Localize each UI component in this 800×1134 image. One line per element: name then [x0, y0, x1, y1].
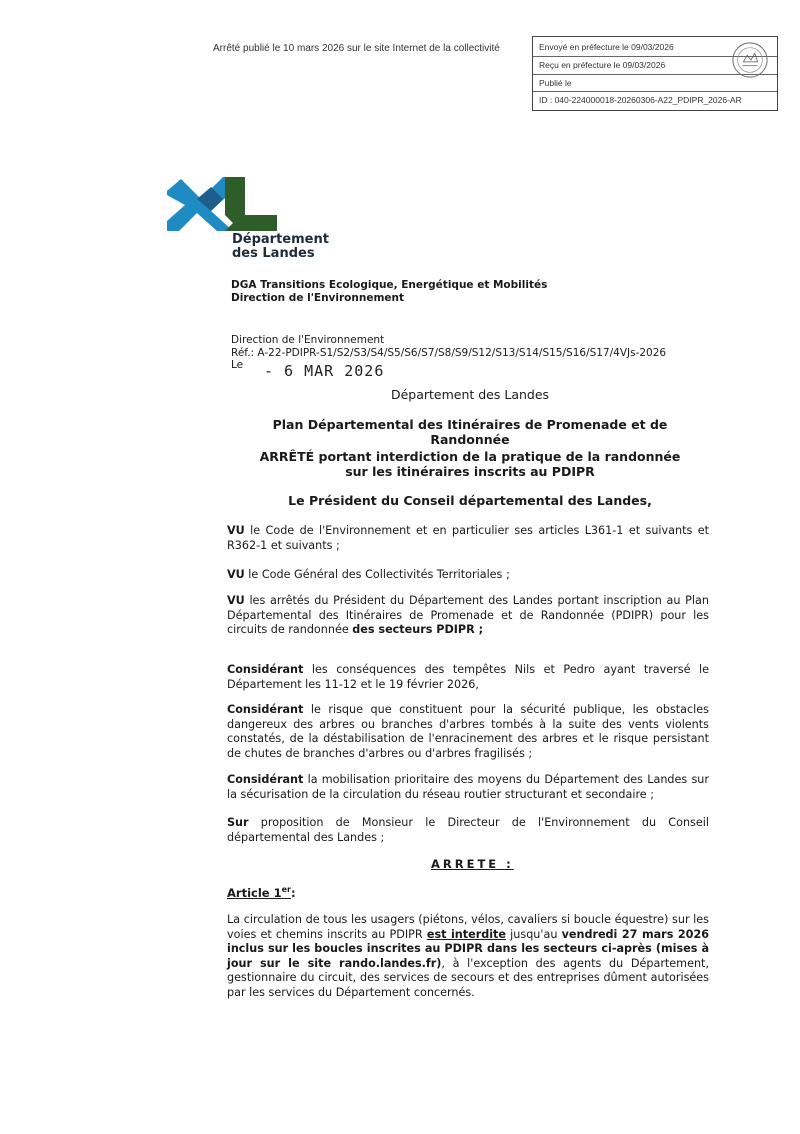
- arrete-title-line-1: ARRÊTÉ portant interdiction de la pratique de la randonnée: [259, 449, 681, 464]
- logo-wordmark: [232, 233, 329, 261]
- reference-le: Le: [231, 359, 244, 371]
- logo-line-1: Département: [232, 232, 329, 247]
- president-title: Le Président du Conseil départemental des Landes,: [288, 493, 652, 508]
- proposition-text: proposition de Monsieur le Directeur de l'Environnement du Conseil départemental des Landes ;: [227, 816, 709, 844]
- article-1-label: Article 1: [227, 885, 282, 900]
- reference-number: Réf.: A-22-PDIPR-S1/S2/S3/S4/S5/S6/S7/S8/S9/S12/S13/S14/S15/S16/S17/4VJs-2026: [231, 346, 667, 359]
- article-1-deadline: vendredi 27 mars 2026 inclus sur les boucles inscrites au PDIPR dans les secteurs ci-après (mises à jour sur le site rando.landes.fr): [227, 927, 710, 970]
- vu-text: le Code de l'Environnement et en particulier ses articles L361-1 et suivants et R362-1 et suivants ;: [227, 524, 709, 552]
- dga-name: DGA Transitions Ecologique, Energétique et Mobilités: [231, 279, 548, 291]
- stamp-received: Reçu en préfecture le 09/03/2026: [539, 60, 666, 70]
- vu-paragraph: [227, 568, 709, 583]
- department-title: Département des Landes: [390, 387, 550, 402]
- article-1-text: [227, 913, 709, 1000]
- vu-lead: VU: [227, 524, 245, 537]
- vu-text: le Code Général des Collectivités Territoriales ;: [244, 568, 510, 581]
- proposition-lead: Sur: [227, 816, 249, 829]
- vu-text: les arrêtés du Président du Département des Landes portant inscription au Plan Départemental des Itinéraires de Promenade et de Randonnée (PDIPR) pour les circuits de randonnée: [227, 594, 709, 636]
- considerant-paragraph: [227, 773, 709, 802]
- departement-landes-logo: [167, 173, 287, 233]
- vu-paragraph: [227, 594, 709, 638]
- considerant-lead: Considérant: [227, 773, 304, 786]
- prefecture-seal-icon: [731, 41, 769, 79]
- vu-lead: VU: [227, 594, 245, 607]
- vu-lead: VU: [227, 568, 245, 581]
- vu-paragraph: [227, 524, 709, 553]
- stamp-sent: Envoyé en préfecture le 09/03/2026: [539, 42, 674, 52]
- direction-name: Direction de l'Environnement: [231, 292, 405, 304]
- considerant-text: les conséquences des tempêtes Nils et Pedro ayant traversé le Département les 11-12 et le 19 février 2026,: [227, 663, 709, 691]
- considerant-text: la mobilisation prioritaire des moyens du Département des Landes sur la sécurisation de la circulation du réseau routier structurant et secondaire ;: [227, 773, 709, 801]
- considerant-paragraph: [227, 663, 709, 692]
- article-1-heading: [227, 885, 296, 900]
- arrete-title: [231, 449, 709, 479]
- vu-bold-end: des secteurs PDIPR ;: [352, 623, 484, 636]
- stamp-id: ID : 040-224000018-20260306-A22_PDIPR_2026-AR: [539, 95, 742, 105]
- plan-title: Plan Départemental des Itinéraires de Promenade et de Randonnée: [272, 417, 668, 447]
- prefecture-stamp: [532, 36, 778, 111]
- reference-direction: Direction de l'Environnement: [231, 334, 385, 346]
- proposition-paragraph: [227, 816, 709, 845]
- arrete-title-line-2: sur les itinéraires inscrits au PDIPR: [345, 464, 595, 479]
- considerant-lead: Considérant: [227, 703, 304, 716]
- handwritten-date: - 6 MAR 2026: [264, 362, 385, 380]
- arrete-heading: ARRETE :: [431, 857, 514, 871]
- article-1-part: , à l'exception des agents du Département, gestionnaire du circuit, des services de secours et des entreprises dûment autorisées par les services du Département concernés.: [227, 956, 709, 999]
- article-1-part: La circulation de tous les usagers (piétons, vélos, cavaliers si boucle équestre) sur les voies et chemins inscrits au PDIPR: [227, 913, 709, 941]
- dga-header: [231, 279, 547, 305]
- article-1-sup: er: [281, 885, 291, 894]
- article-1-interdite: est interdite: [426, 927, 506, 941]
- stamp-published: Publié le: [539, 78, 572, 88]
- considerant-lead: Considérant: [227, 663, 304, 676]
- logo-line-2: des Landes: [232, 246, 315, 261]
- article-1-colon: :: [290, 885, 296, 900]
- considerant-paragraph: [227, 703, 709, 761]
- article-1-part: jusqu'au: [506, 927, 562, 941]
- considerant-text: le risque que constituent pour la sécurité publique, les obstacles dangereux des arbres ou branches d'arbres tombés à la suite des vents violents constatés, de la déstabilisation de l'enracinement des arbres et le risque persistant de chutes de branches d'arbres ou d'arbres fragilisés ;: [227, 703, 709, 760]
- publication-note: Arrêté publié le 10 mars 2026 sur le site Internet de la collectivité: [213, 43, 500, 54]
